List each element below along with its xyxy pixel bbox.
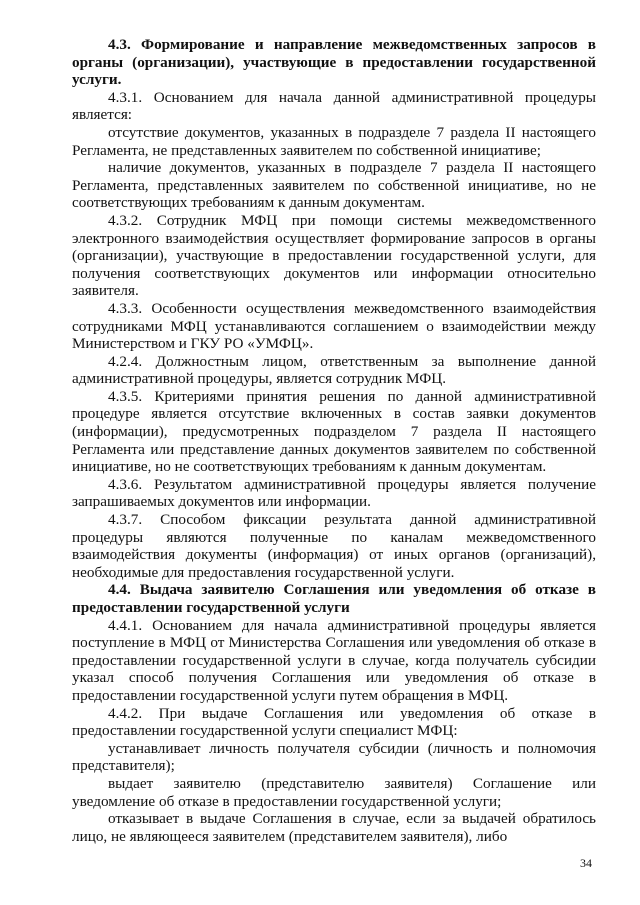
paragraph-list-item: наличие документов, указанных в подразделе 7 раздела II настоящего Регламента, представленных заявителем по собственной инициативе, но не соответствующих требованиям к данным документам. bbox=[72, 159, 596, 212]
paragraph-list-item: выдает заявителю (представителю заявителя) Соглашение или уведомление об отказе в предоставлении государственной услуги; bbox=[72, 774, 596, 810]
paragraph-4-2-4: 4.2.4. Должностным лицом, ответственным за выполнение данной административной процедуры, является сотрудник МФЦ. bbox=[72, 352, 596, 388]
page-number: 34 bbox=[580, 856, 592, 870]
paragraph-list-item: устанавливает личность получателя субсидии (личность и полномочия представителя); bbox=[72, 739, 596, 775]
paragraph-4-3-2: 4.3.2. Сотрудник МФЦ при помощи системы межведомственного электронного взаимодействия осуществляет формирование запросов в органы (организации), участвующие в предоставлении государственной услуги, для получения соответствующих документов или информации относительно заявителя. bbox=[72, 211, 596, 300]
paragraph-list-item: отказывает в выдаче Соглашения в случае, если за выдачей обратилось лицо, не являющееся заявителем (представителем заявителя), либо bbox=[72, 810, 596, 845]
section-heading-4-4: 4.4. Выдача заявителю Соглашения или уведомления об отказе в предоставлении государственной услуги bbox=[72, 581, 596, 616]
paragraph-4-4-2: 4.4.2. При выдаче Соглашения или уведомления об отказе в предоставлении государственной услуги специалист МФЦ: bbox=[72, 704, 596, 740]
section-heading-4-3: 4.3. Формирование и направление межведомственных запросов в органы (организации), участвующие в предоставлении государственной услуги. bbox=[72, 36, 596, 89]
paragraph-4-4-1: 4.4.1. Основанием для начала административной процедуры является поступление в МФЦ от Министерства Соглашения или уведомления об отказе в предоставлении государственной услуги в случае, когда получатель субсидии указал способ получения Соглашения или уведомления об отказе в предоставлении государственной услуги путем обращения в МФЦ. bbox=[72, 616, 596, 704]
paragraph-4-3-7: 4.3.7. Способом фиксации результата данной административной процедуры являются полученные по каналам межведомственного взаимодействия документы (информация) от иных органов (организаций), необходимые для предоставления государственной услуги. bbox=[72, 511, 596, 581]
paragraph-list-item: отсутствие документов, указанных в подразделе 7 раздела II настоящего Регламента, не представленных заявителем по собственной инициативе; bbox=[72, 123, 596, 159]
document-page bbox=[72, 36, 596, 845]
paragraph-4-3-1: 4.3.1. Основанием для начала данной административной процедуры является: bbox=[72, 88, 596, 124]
paragraph-4-3-3: 4.3.3. Особенности осуществления межведомственного взаимодействия сотрудниками МФЦ устанавливаются соглашением о взаимодействии между Министерством и ГКУ РО «УМФЦ». bbox=[72, 299, 596, 353]
paragraph-4-3-6: 4.3.6. Результатом административной процедуры является получение запрашиваемых документов или информации. bbox=[72, 475, 596, 511]
paragraph-4-3-5: 4.3.5. Критериями принятия решения по данной административной процедуре является отсутствие включенных в состав заявки документов (информации), предусмотренных подразделом 7 раздела II настоящего Регламента или представление данных документов заявителем по собственной инициативе, но не соответствующих требованиям к данным документам. bbox=[72, 387, 596, 476]
